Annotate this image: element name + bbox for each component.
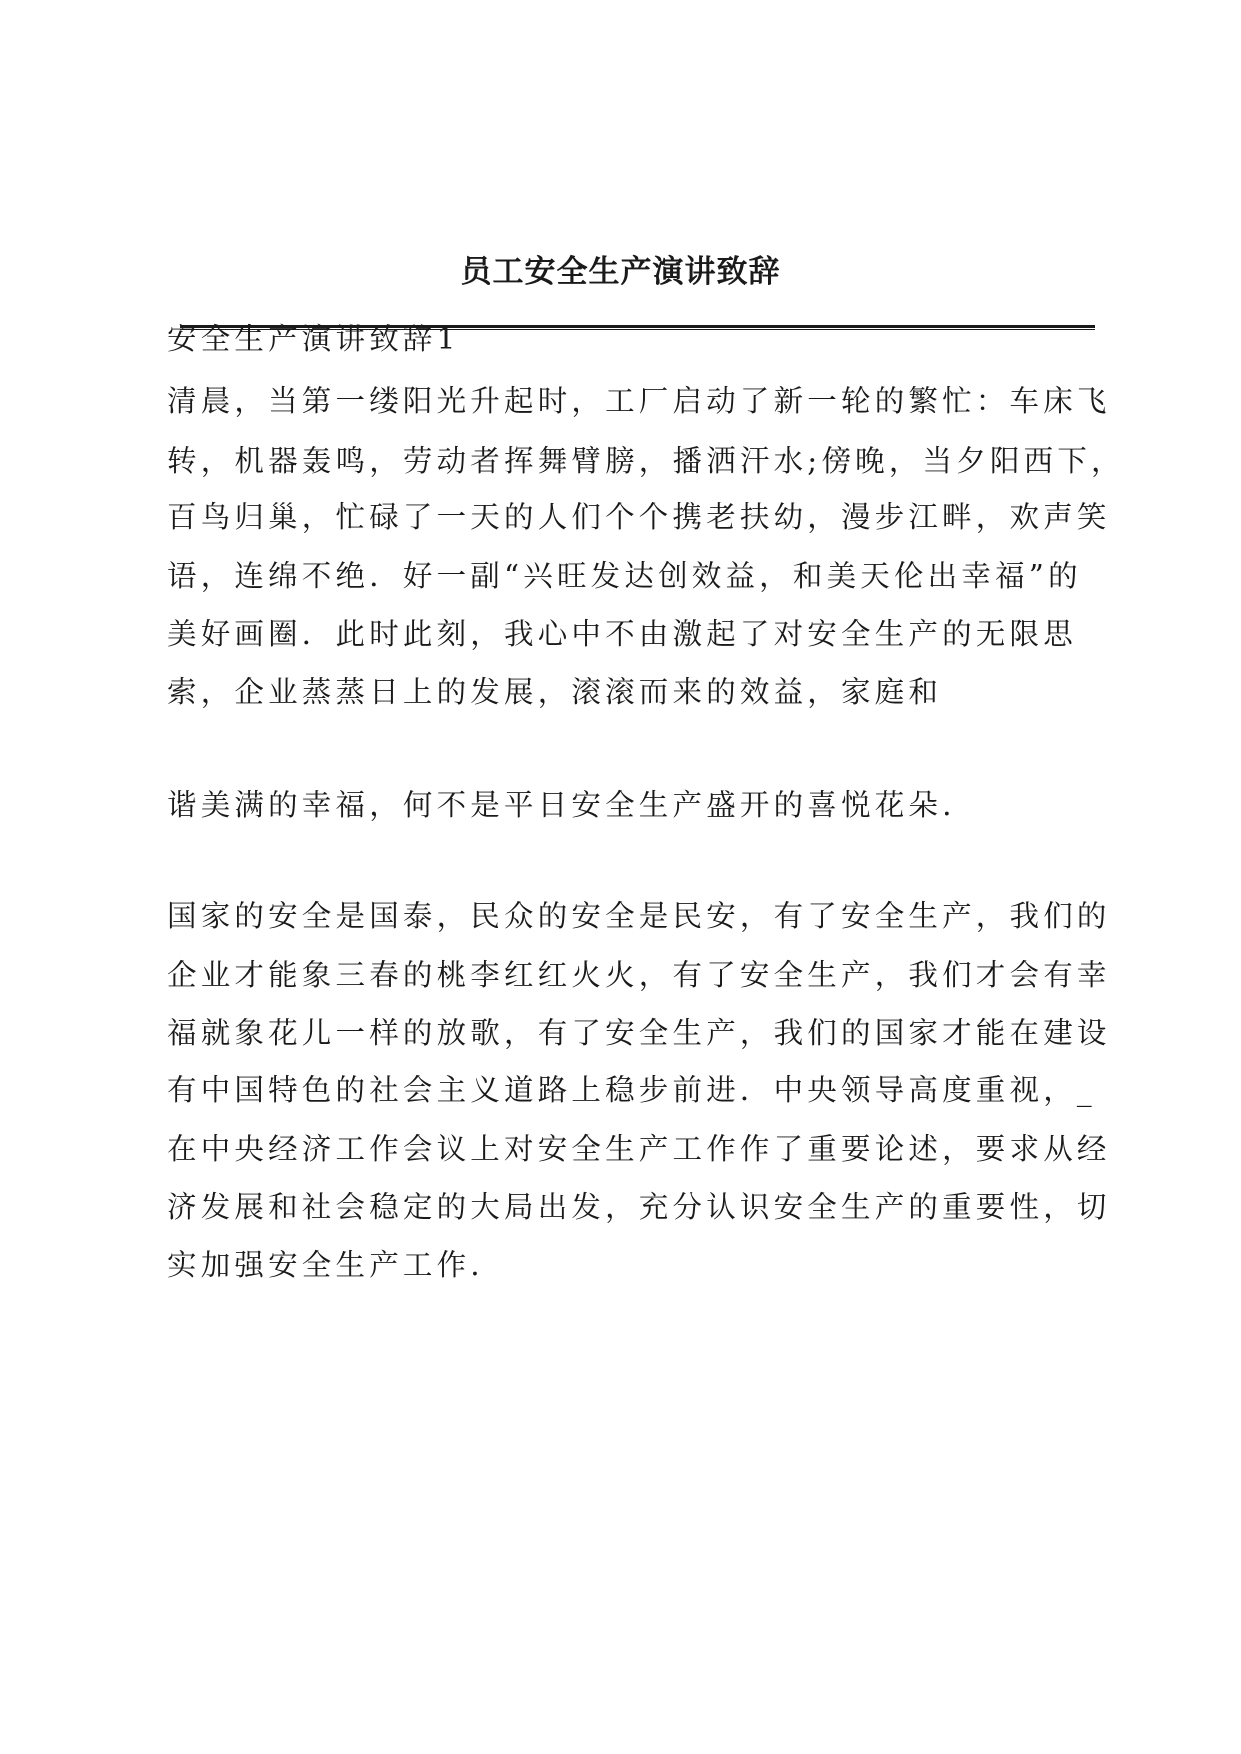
paragraph-line: 企业才能象三春的桃李红红火火，有了安全生产，我们才会有幸	[167, 958, 1111, 992]
paragraph-line: 谐美满的幸福，何不是平日安全生产盛开的喜悦花朵.	[167, 788, 956, 822]
paragraph-line: 转，机器轰鸣，劳动者挥舞臂膀，播洒汗水;傍晚，当夕阳西下，	[167, 444, 1125, 478]
paragraph-line: 福就象花儿一样的放歌，有了安全生产，我们的国家才能在建设	[167, 1016, 1111, 1050]
paragraph-line: 百鸟归巢，忙碌了一天的人们个个携老扶幼，漫步江畔，欢声笑	[167, 500, 1111, 534]
section-heading: 安全生产演讲致辞1	[167, 322, 460, 356]
paragraph-line: 美好画圈．此时此刻，我心中不由激起了对安全生产的无限思	[167, 617, 1077, 651]
paragraph-line: 实加强安全生产工作.	[167, 1248, 484, 1282]
paragraph-line: 在中央经济工作会议上对安全生产工作作了重要论述，要求从经	[167, 1132, 1111, 1166]
paragraph-line: 有中国特色的社会主义道路上稳步前进．中央领导高度重视，_	[167, 1073, 1096, 1107]
paragraph-line: 国家的安全是国泰，民众的安全是民安，有了安全生产，我们的	[167, 899, 1111, 933]
paragraph-line: 济发展和社会稳定的大局出发，充分认识安全生产的重要性，切	[167, 1190, 1111, 1224]
paragraph-line: 索，企业蒸蒸日上的发展，滚滚而来的效益，家庭和	[167, 675, 943, 709]
document-title: 员工安全生产演讲致辞	[460, 254, 781, 290]
paragraph-line: 清晨，当第一缕阳光升起时，工厂启动了新一轮的繁忙：车床飞	[167, 384, 1111, 418]
paragraph-line: 语，连绵不绝．好一副“兴旺发达创效益，和美天伦出幸福”的	[167, 559, 1082, 593]
